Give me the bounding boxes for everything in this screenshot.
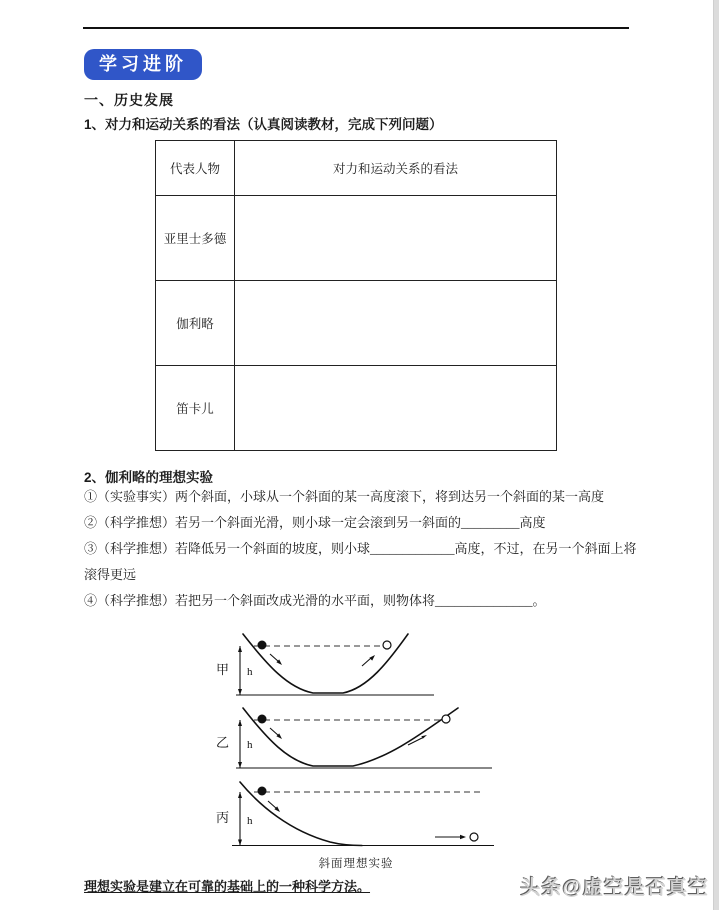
table-header-view: 对力和运动关系的看法 (235, 141, 557, 196)
table-row (156, 196, 557, 281)
ball-icon (258, 787, 267, 796)
ghost-ball-icon (383, 641, 391, 649)
header-rule (83, 27, 629, 29)
diagram-jia (210, 628, 502, 703)
h-label-bing: h (247, 815, 253, 827)
toutiao-watermark: 头条@虚空是否真空 (520, 877, 709, 899)
inclined-plane-figure (210, 628, 502, 873)
section-badge: 学习进阶 (84, 49, 202, 80)
person-cell-galileo: 伽利略 (156, 281, 235, 366)
ball-icon (258, 715, 267, 724)
down-arrow-bing (268, 801, 277, 809)
question2-heading: 2、伽利略的理想实验 (84, 470, 214, 485)
ghost-ball-icon (442, 715, 450, 723)
view-cell-aristotle (235, 196, 557, 281)
table-header-row (156, 141, 557, 196)
conclusion-statement: 理想实验是建立在可靠的基础上的一种科学方法。 (84, 879, 371, 894)
panel-label-jia: 甲 (216, 662, 230, 677)
step-1-fact: ①（实验事实）两个斜面，小球从一个斜面的某一高度滚下，将到达另一个斜面的某一高度 (84, 489, 605, 504)
force-motion-views-table (155, 140, 557, 451)
step-3-continuation: 滚得更远 (84, 567, 137, 582)
person-cell-descartes: 笛卡儿 (156, 366, 235, 451)
valley-slopes-yi (243, 708, 458, 766)
panel-label-yi: 乙 (216, 735, 230, 750)
table-header-person: 代表人物 (156, 141, 235, 196)
table-row (156, 366, 557, 451)
experiment-steps (84, 484, 654, 614)
down-arrow-jia (270, 654, 279, 662)
down-arrow-yi (270, 728, 279, 736)
diagram-yi (210, 703, 502, 775)
step-4-inference: ④（科学推想）若把另一个斜面改成光滑的水平面，则物体将_______________。 (84, 593, 546, 608)
person-cell-aristotle: 亚里士多德 (156, 196, 235, 281)
ghost-ball-icon (470, 833, 478, 841)
figure-caption: 斜面理想实验 (318, 858, 394, 870)
view-cell-descartes (235, 366, 557, 451)
table-row (156, 281, 557, 366)
step-2-inference: ②（科学推想）若另一个斜面光滑，则小球一定会滚到另一斜面的_________高度 (84, 515, 546, 530)
ball-icon (258, 641, 267, 650)
h-label-yi: h (247, 739, 253, 751)
step-3-inference: ③（科学推想）若降低另一个斜面的坡度，则小球_____________高度，不过，在另一个斜面上将 (84, 541, 637, 556)
up-arrow-jia (362, 658, 371, 666)
question1-heading: 1、对力和运动关系的看法（认真阅读教材，完成下列问题） (84, 117, 443, 132)
diagram-bing (210, 778, 502, 856)
h-label-jia: h (247, 666, 253, 678)
page-edge (713, 0, 719, 910)
panel-label-bing: 丙 (216, 810, 230, 825)
view-cell-galileo (235, 281, 557, 366)
section-heading-history: 一、历史发展 (84, 92, 174, 108)
